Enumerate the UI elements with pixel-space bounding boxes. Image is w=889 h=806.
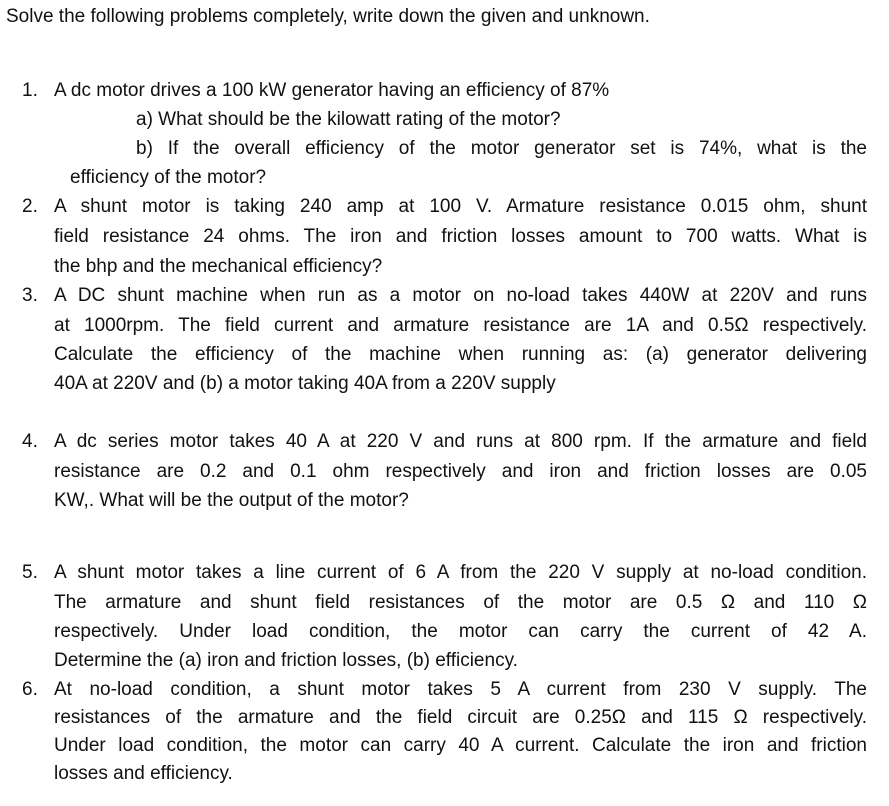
problem-2-line-2: field resistance 24 ohms. The iron and friction losses amount to 700 watts. What is xyxy=(54,226,867,247)
problem-5-line-1: A shunt motor takes a line current of 6 A from the 220 V supply at no-load condition. xyxy=(54,562,867,583)
problem-6-line-1: At no-load condition, a shunt motor takes 5 A current from 230 V supply. The xyxy=(54,679,867,700)
problem-3-line-4: 40A at 220V and (b) a motor taking 40A from a 220V supply xyxy=(54,373,556,394)
problem-5-number: 5. xyxy=(22,562,38,583)
problem-6-line-4: losses and efficiency. xyxy=(54,763,233,784)
problem-2-line-1: A shunt motor is taking 240 amp at 100 V. Armature resistance 0.015 ohm, shunt xyxy=(54,196,867,217)
problem-6-line-2: resistances of the armature and the field circuit are 0.25Ω and 115 Ω respectively. xyxy=(54,707,867,728)
problem-1-text: A dc motor drives a 100 kW generator having an efficiency of 87% xyxy=(54,80,610,101)
problem-6-line-3: Under load condition, the motor can carry 40 A current. Calculate the iron and friction xyxy=(54,735,867,756)
problem-1-part-a: a) What should be the kilowatt rating of the motor? xyxy=(136,109,561,130)
problem-3-line-2: at 1000rpm. The field current and armature resistance are 1A and 0.5Ω respectively. xyxy=(54,315,867,336)
problem-4-line-1: A dc series motor takes 40 A at 220 V and runs at 800 rpm. If the armature and field xyxy=(54,431,867,452)
problem-5-line-2: The armature and shunt field resistances of the motor are 0.5 Ω and 110 Ω xyxy=(54,592,867,613)
problem-2-number: 2. xyxy=(22,196,38,217)
problem-1-part-b-continued: efficiency of the motor? xyxy=(70,167,267,188)
problem-3-line-3: Calculate the efficiency of the machine when running as: (a) generator delivering xyxy=(54,344,867,365)
problem-4-line-2: resistance are 0.2 and 0.1 ohm respectively and iron and friction losses are 0.05 xyxy=(54,461,867,482)
problem-3-number: 3. xyxy=(22,285,38,306)
problem-4-number: 4. xyxy=(22,431,38,452)
problem-3-line-1: A DC shunt machine when run as a motor on no-load takes 440W at 220V and runs xyxy=(54,285,867,306)
problem-1-number: 1. xyxy=(22,80,38,101)
instructions-heading: Solve the following problems completely, write down the given and unknown. xyxy=(6,6,650,27)
problem-5-line-4: Determine the (a) iron and friction losses, (b) efficiency. xyxy=(54,650,518,671)
problem-2-line-3: the bhp and the mechanical efficiency? xyxy=(54,256,383,277)
problem-1-part-b: b) If the overall efficiency of the motor generator set is 74%, what is the xyxy=(136,138,867,159)
problem-5-line-3: respectively. Under load condition, the motor can carry the current of 42 A. xyxy=(54,621,867,642)
problem-6-number: 6. xyxy=(22,679,38,700)
problem-4-line-3: KW,. What will be the output of the motor? xyxy=(54,490,409,511)
